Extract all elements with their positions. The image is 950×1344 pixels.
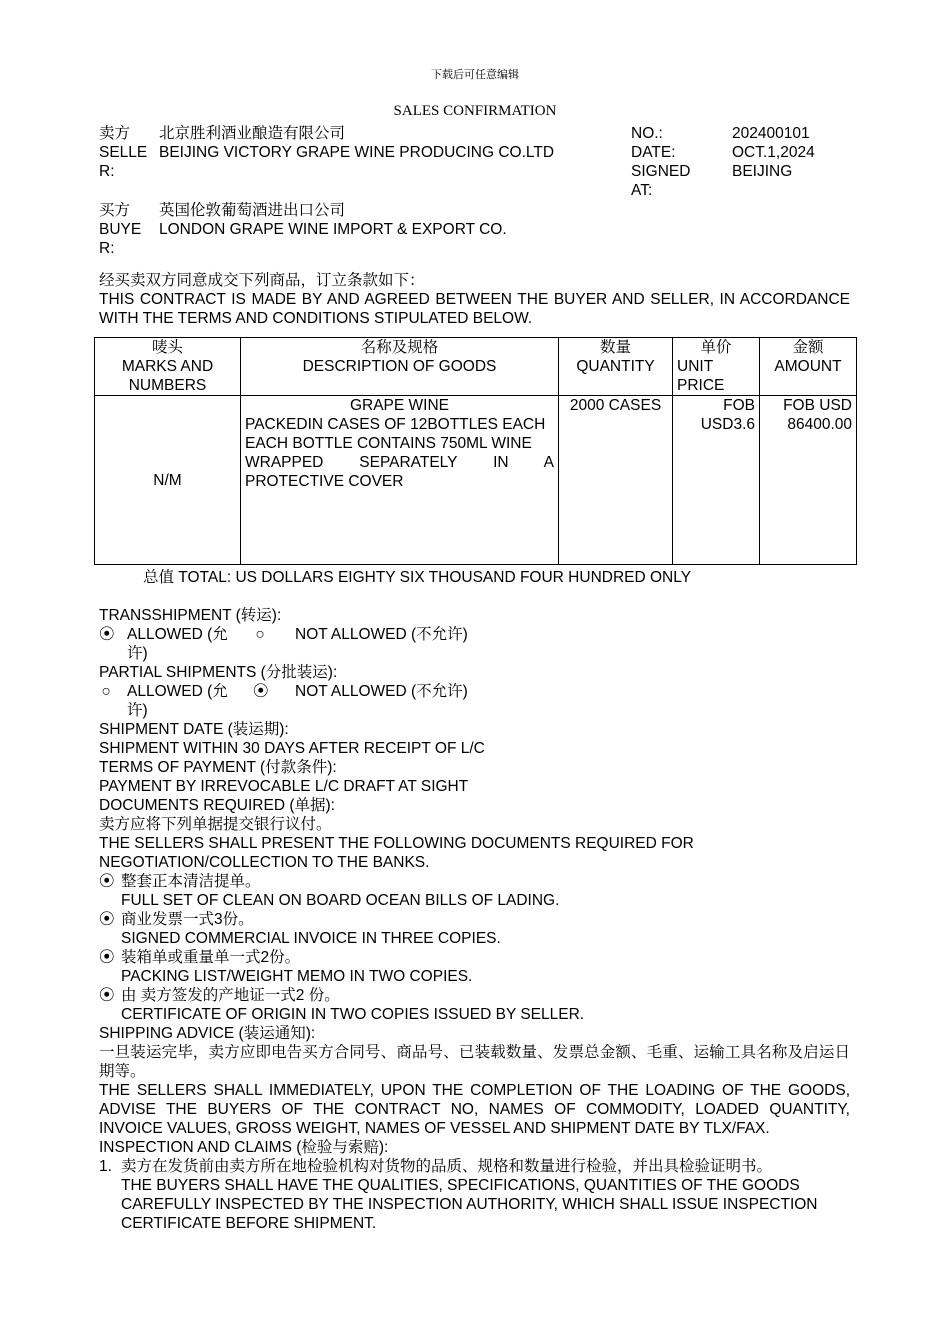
table-header-row (95, 338, 857, 396)
document-cn: 由 卖方签发的产地证一式2 份。 (121, 987, 340, 1004)
meta-row-signed (631, 162, 831, 200)
seller-label (99, 124, 151, 181)
partial-label: PARTIAL SHIPMENTS (分批装运): (99, 664, 338, 681)
shipment-date: SHIPMENT WITHIN 30 DAYS AFTER RECEIPT OF L/C (99, 740, 485, 757)
header-description-en: DESCRIPTION OF GOODS (302, 358, 497, 375)
agreement (99, 271, 850, 328)
header-description-cn: 名称及规格 (360, 339, 439, 356)
shipping-advice-en: THE SELLERS SHALL IMMEDIATELY, UPON THE COMPLETION OF THE LOADING OF THE GOODS, ADVISE THE BUYERS OF THE CONTRACT NO, NAMES OF COMMODITY, LOADED QUANTITY, INVOICE VALUES, GROSS WEIGHT, NAMES OF VESSEL AND SHIPMENT DATE BY TLX/FAX. (99, 1082, 850, 1137)
header-unit-price (673, 338, 760, 396)
meta-label-no: NO.: (631, 125, 663, 142)
header-description (241, 338, 559, 396)
header-quantity-en: QUANTITY (576, 358, 655, 375)
cell-marks: N/M (95, 396, 241, 565)
bullet-icon: ⦿ (99, 949, 115, 966)
buyer-name (159, 201, 619, 239)
header-marks (95, 338, 241, 396)
partial-option-not-allowed: NOT ALLOWED (不允许) (295, 683, 468, 700)
inspection-en: THE BUYERS SHALL HAVE THE QUALITIES, SPECIFICATIONS, QUANTITIES OF THE GOODS CAREFULLY INSPECTED BY THE INSPECTION AUTHORITY, WHICH SHALL ISSUE INSPECTION CERTIFICATE BEFORE SHIPMENT. (121, 1177, 818, 1232)
payment-label: TERMS OF PAYMENT (付款条件): (99, 759, 337, 776)
radio-checked-icon: ⦿ (99, 626, 115, 643)
goods-table (94, 337, 857, 565)
terms-section (99, 606, 850, 1233)
cell-amount: FOB USD 86400.00 (760, 396, 857, 565)
documents-intro-cn: 卖方应将下列单据提交银行议付。 (99, 816, 332, 833)
seller-label-en: SELLER: (99, 144, 148, 180)
contract-meta (631, 124, 831, 200)
header-unit-price-cn: 单价 (700, 339, 732, 356)
inspection-label: INSPECTION AND CLAIMS (检验与索赔): (99, 1139, 389, 1156)
inspection-cn: 卖方在发货前由卖方所在地检验机构对货物的品质、规格和数量进行检验，并出具检验证明书。 (121, 1158, 773, 1175)
buyer-label-cn: 买方 (99, 202, 131, 219)
desc-line: PACKEDIN CASES OF 12BOTTLES EACH (245, 416, 546, 433)
buyer-label-en: BUYER: (99, 221, 142, 257)
document-cn: 整套正本清洁提单。 (121, 873, 261, 890)
meta-row-date (631, 143, 831, 162)
bullet-icon: ⦿ (99, 911, 115, 928)
agreement-en: THIS CONTRACT IS MADE BY AND AGREED BETWEEN THE BUYER AND SELLER, IN ACCORDANCE WITH THE TERMS AND CONDITIONS STIPULATED BELOW. (99, 291, 850, 327)
header-note: 下载后可任意编辑 (431, 69, 519, 81)
inspection-num: 1. (99, 1158, 112, 1175)
header-marks-cn: 唛头 (151, 339, 183, 356)
buyer-name-cn: 英国伦敦葡萄酒进出口公司 (159, 202, 346, 219)
table-row (95, 396, 857, 565)
document-cn: 装箱单或重量单一式2份。 (121, 949, 301, 966)
meta-row-no (631, 124, 831, 143)
radio-unchecked-icon: ○ (255, 626, 265, 643)
bullet-icon: ⦿ (99, 987, 115, 1004)
desc-title: GRAPE WINE (349, 397, 450, 414)
agreement-cn: 经买卖双方同意成交下列商品，订立条款如下： (99, 272, 425, 289)
document-item (99, 872, 850, 910)
payment-terms: PAYMENT BY IRREVOCABLE L/C DRAFT AT SIGHT (99, 778, 469, 795)
partial-option-allowed: ALLOWED (允许) (127, 683, 228, 719)
meta-value-signed: BEIJING (732, 163, 793, 180)
cell-unit-price: FOB USD3.6 (673, 396, 760, 565)
seller-name (159, 124, 619, 162)
header-unit-price-en: UNIT PRICE (677, 358, 725, 394)
buyer-label (99, 201, 151, 258)
transshipment-label: TRANSSHIPMENT (转运): (99, 607, 282, 624)
document-en: CERTIFICATE OF ORIGIN IN TWO COPIES ISSUED BY SELLER. (121, 1006, 585, 1023)
shipment-date-label: SHIPMENT DATE (装运期): (99, 721, 289, 738)
header-quantity (559, 338, 673, 396)
document-item (99, 948, 850, 986)
bullet-icon: ⦿ (99, 873, 115, 890)
transshipment-not-allowed[interactable] (253, 625, 468, 663)
document-en: FULL SET OF CLEAN ON BOARD OCEAN BILLS OF LADING. (121, 892, 560, 909)
seller-name-cn: 北京胜利酒业酿造有限公司 (159, 125, 346, 142)
cell-quantity: 2000 CASES (559, 396, 673, 565)
seller-label-cn: 卖方 (99, 125, 131, 142)
partial-not-allowed[interactable] (253, 682, 468, 720)
radio-unchecked-icon: ○ (101, 683, 111, 700)
document-item (99, 986, 850, 1024)
shipping-advice-cn: 一旦装运完毕，卖方应即电告买方合同号、商品号、已装载数量、发票总金额、毛重、运输工具名称及启运日期等。 (99, 1044, 850, 1080)
meta-value-no: 202400101 (732, 125, 810, 142)
desc-line: WRAPPED SEPARATELY IN A PROTECTIVE COVER (245, 454, 554, 490)
document-title: SALES CONFIRMATION (393, 103, 557, 119)
transshipment-options (99, 625, 850, 663)
radio-checked-icon: ⦿ (253, 683, 269, 700)
header-marks-en: MARKS AND NUMBERS (121, 358, 214, 394)
desc-line: EACH BOTTLE CONTAINS 750ML WINE (245, 435, 532, 452)
meta-label-date: DATE: (631, 144, 676, 161)
document-item (99, 910, 850, 948)
header-quantity-cn: 数量 (599, 339, 631, 356)
total-amount: 总值 TOTAL: US DOLLARS EIGHTY SIX THOUSAND FOUR HUNDRED ONLY (143, 569, 692, 586)
transshipment-option-allowed: ALLOWED (允许) (127, 626, 228, 662)
meta-value-date: OCT.1,2024 (732, 144, 815, 161)
meta-label-signed: SIGNED AT: (631, 163, 691, 199)
transshipment-option-not-allowed: NOT ALLOWED (不允许) (295, 626, 468, 643)
header-amount-en: AMOUNT (774, 358, 842, 375)
seller-name-en: BEIJING VICTORY GRAPE WINE PRODUCING CO.LTD (159, 144, 555, 161)
document-en: SIGNED COMMERCIAL INVOICE IN THREE COPIES. (121, 930, 501, 947)
cell-description (241, 396, 559, 565)
shipping-advice-label: SHIPPING ADVICE (装运通知): (99, 1025, 316, 1042)
header-amount-cn: 金额 (792, 339, 824, 356)
partial-options (99, 682, 850, 720)
buyer-name-en: LONDON GRAPE WINE IMPORT & EXPORT CO. (159, 221, 507, 238)
documents-intro-en: THE SELLERS SHALL PRESENT THE FOLLOWING DOCUMENTS REQUIRED FOR NEGOTIATION/COLLECTION TO THE BANKS. (99, 835, 694, 871)
inspection-item (99, 1157, 850, 1233)
document-en: PACKING LIST/WEIGHT MEMO IN TWO COPIES. (121, 968, 473, 985)
documents-label: DOCUMENTS REQUIRED (单据): (99, 797, 335, 814)
header-amount (760, 338, 857, 396)
document-cn: 商业发票一式3份。 (121, 911, 254, 928)
